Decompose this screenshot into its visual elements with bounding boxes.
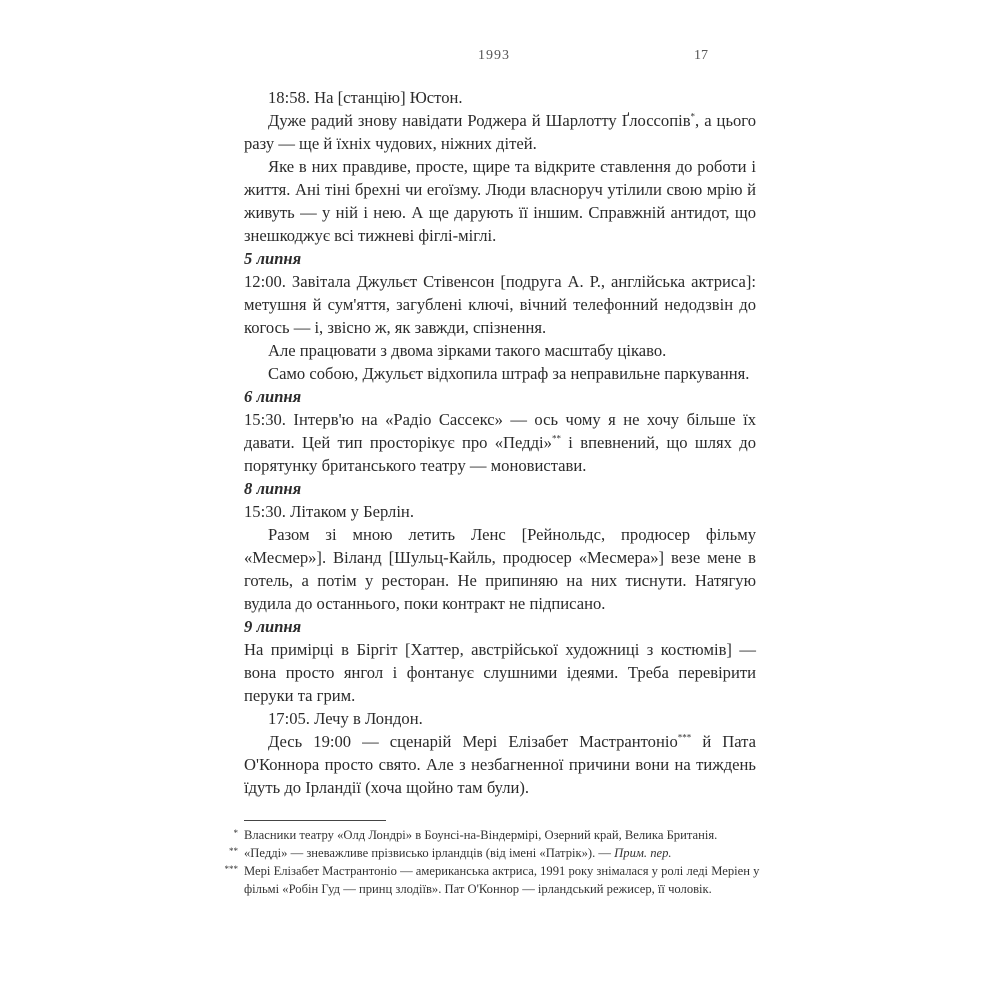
footnote-ref: *** [677, 732, 692, 743]
text-run: Само собою, Джульєт відхопила штраф за неправильне паркування. [268, 364, 750, 383]
footnote-marker: * [233, 828, 238, 838]
text-run: Разом зі мною летить Ленс [Рейнольдс, продюсер фільму «Месмер»]. Віланд [Шульц-Кайль, продюсер «Месмера»] везе мене в готель, а потім у ресторан. Не припиняю на них тиснути. Натягую вудила до останнього, поки контракт не підписано. [244, 525, 756, 613]
text-run: 15:30. Інтерв'ю на «Радіо Сассекс» — ось чому я не хочу більше їх давати. Цей тип просторікує про «Педді» [244, 410, 756, 452]
diary-entry [244, 86, 756, 247]
text-run: 15:30. Літаком у Берлін. [244, 502, 414, 521]
running-header-year: 1993 [478, 48, 510, 63]
text-run: 17:05. Лечу в Лондон. [268, 709, 423, 728]
translator-note: Прим. пер. [614, 846, 672, 860]
text-run: «Педді» — зневажливе прізвисько ірландців (від імені «Патрік»). — [244, 846, 615, 860]
entry-paragraph [244, 638, 756, 707]
running-header [0, 48, 1000, 72]
entry-paragraph [244, 362, 756, 385]
diary-entry [244, 477, 756, 615]
footnote-marker: ** [229, 846, 238, 856]
entry-date: 9 липня [244, 617, 302, 636]
entry-paragraph [244, 155, 756, 247]
footnote-separator [244, 820, 386, 821]
footnote [210, 862, 770, 898]
text-run: Десь 19:00 — сценарій Мері Елізабет Мастрантоніо [268, 732, 678, 751]
footnote-ref: * [690, 111, 696, 122]
diary-entry [244, 247, 756, 385]
text-run: й Пата О'Коннора просто свято. Але з незбагненної причини вони на тиждень їдуть до Ірландії (хоча щойно там були). [244, 732, 757, 797]
text-run: Яке в них правдиве, просте, щире та відкрите ставлення до роботи і життя. Ані тіні брехні чи егоїзму. Люди власноруч утілили свою мрію й живуть — у ній і нею. А ще дарують її іншим. Справжній антидот, що знешкоджує всі тижневі фіглі-міглі. [244, 157, 756, 245]
text-run: Власники театру «Олд Лондрі» в Боунсі-на-Віндермірі, Озерний край, Велика Британія. [244, 828, 718, 842]
entry-paragraph [244, 86, 756, 109]
text-run: 18:58. На [станцію] Юстон. [268, 88, 463, 107]
footnote-ref: ** [551, 433, 561, 444]
text-run: Дуже радий знову навідати Роджера й Шарлотту Ґлоссопів [268, 111, 691, 130]
footnote-marker: *** [224, 864, 238, 874]
diary-entry [244, 615, 756, 799]
entry-paragraph [244, 707, 756, 730]
footnote [210, 826, 770, 844]
page-number: 17 [694, 48, 708, 63]
entry-paragraph [244, 408, 756, 477]
footnote [210, 844, 770, 862]
entry-date: 8 липня [244, 479, 302, 498]
text-run: На примірці в Біргіт [Хаттер, австрійської художниці з костюмів] — вона просто янгол і фонтанує слушними ідеями. Треба перевірити перуки та грим. [244, 640, 756, 705]
diary-entry [244, 385, 756, 477]
text-run: , а цього разу — ще й їхніх чудових, ніжних дітей. [244, 111, 756, 153]
diary-text [244, 86, 756, 799]
entry-date: 5 липня [244, 249, 302, 268]
entry-paragraph [244, 500, 756, 523]
text-run: і впевнений, що шлях до порятунку британського театру — моновистави. [244, 433, 756, 475]
entry-paragraph [244, 109, 756, 155]
entry-paragraph [244, 270, 756, 339]
text-run: Але працювати з двома зірками такого масштабу цікаво. [268, 341, 667, 360]
footnotes [210, 826, 770, 898]
entry-paragraph [244, 523, 756, 615]
entry-paragraph [244, 339, 756, 362]
text-run: Мері Елізабет Мастрантоніо — американська актриса, 1991 року знімалася у ролі леді Меріен у фільмі «Робін Гуд — принц злодіїв». Пат О'Коннор — ірландський режисер, її чоловік. [244, 864, 760, 896]
entry-paragraph [244, 730, 756, 799]
entry-date: 6 липня [244, 387, 302, 406]
text-run: 12:00. Завітала Джульєт Стівенсон [подруга А. Р., англійська актриса]: метушня й сум'яття, загублені ключі, вічний телефонний недодзвін до когось — і, звісно ж, як завжди, спізнення. [244, 272, 756, 337]
